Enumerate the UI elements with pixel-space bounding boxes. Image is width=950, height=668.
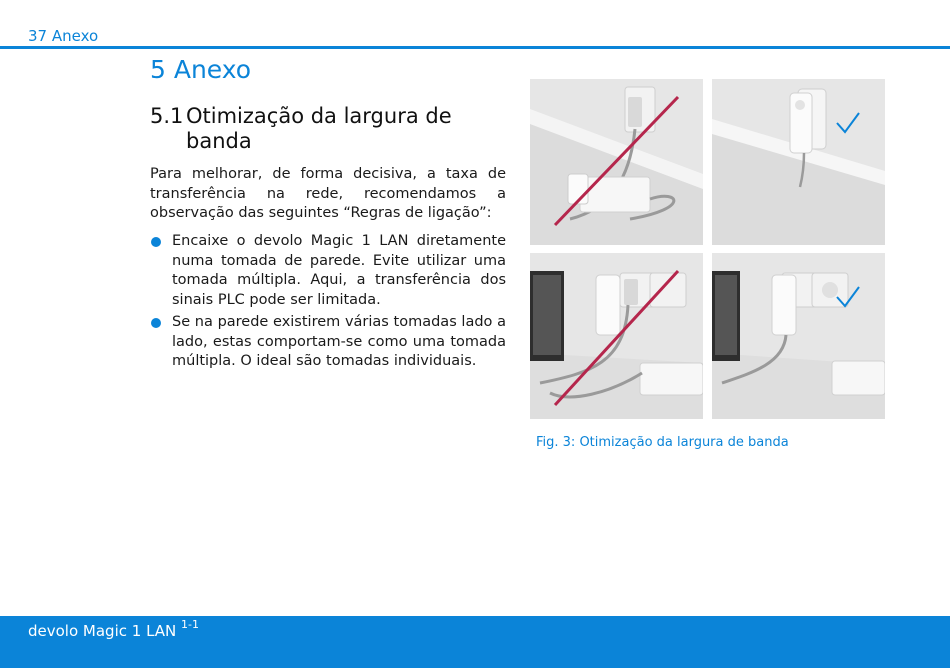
rules-list <box>150 232 506 375</box>
bullet-icon <box>151 237 161 247</box>
figure-caption: Fig. 3: Otimização da largura de banda <box>536 435 789 450</box>
page-header-label: 37 Anexo <box>28 27 99 45</box>
photo-power-strip-wrong <box>530 79 703 245</box>
photo-wall-socket-correct <box>712 79 885 245</box>
photo-adjacent-sockets-correct <box>712 253 885 419</box>
subsection-title: Otimização da largura de banda <box>186 104 452 153</box>
photo-adjacent-sockets-wrong <box>530 253 703 419</box>
footer-version: 1-1 <box>181 618 199 631</box>
bullet-icon <box>151 318 161 328</box>
list-item: Se na parede existirem várias tomadas lado a lado, estas comportam-se como uma tomada múltipla. O ideal são tomadas individuais. <box>150 313 506 372</box>
header-divider <box>0 46 950 49</box>
intro-paragraph: Para melhorar, de forma decisiva, a taxa de transferência na rede, recomendamos a observação das seguintes “Regras de ligação”: <box>150 166 506 221</box>
footer-product-name: devolo Magic 1 LAN <box>28 622 177 640</box>
footer-product <box>28 620 199 640</box>
section-title: 5 Anexo <box>150 55 252 84</box>
subsection-number: 5.1 <box>150 104 184 128</box>
list-item: Encaixe o devolo Magic 1 LAN diretamente numa tomada de parede. Evite utilizar uma tomada múltipla. Aqui, a transferência dos sinais PLC pode ser limitada. <box>150 232 506 310</box>
